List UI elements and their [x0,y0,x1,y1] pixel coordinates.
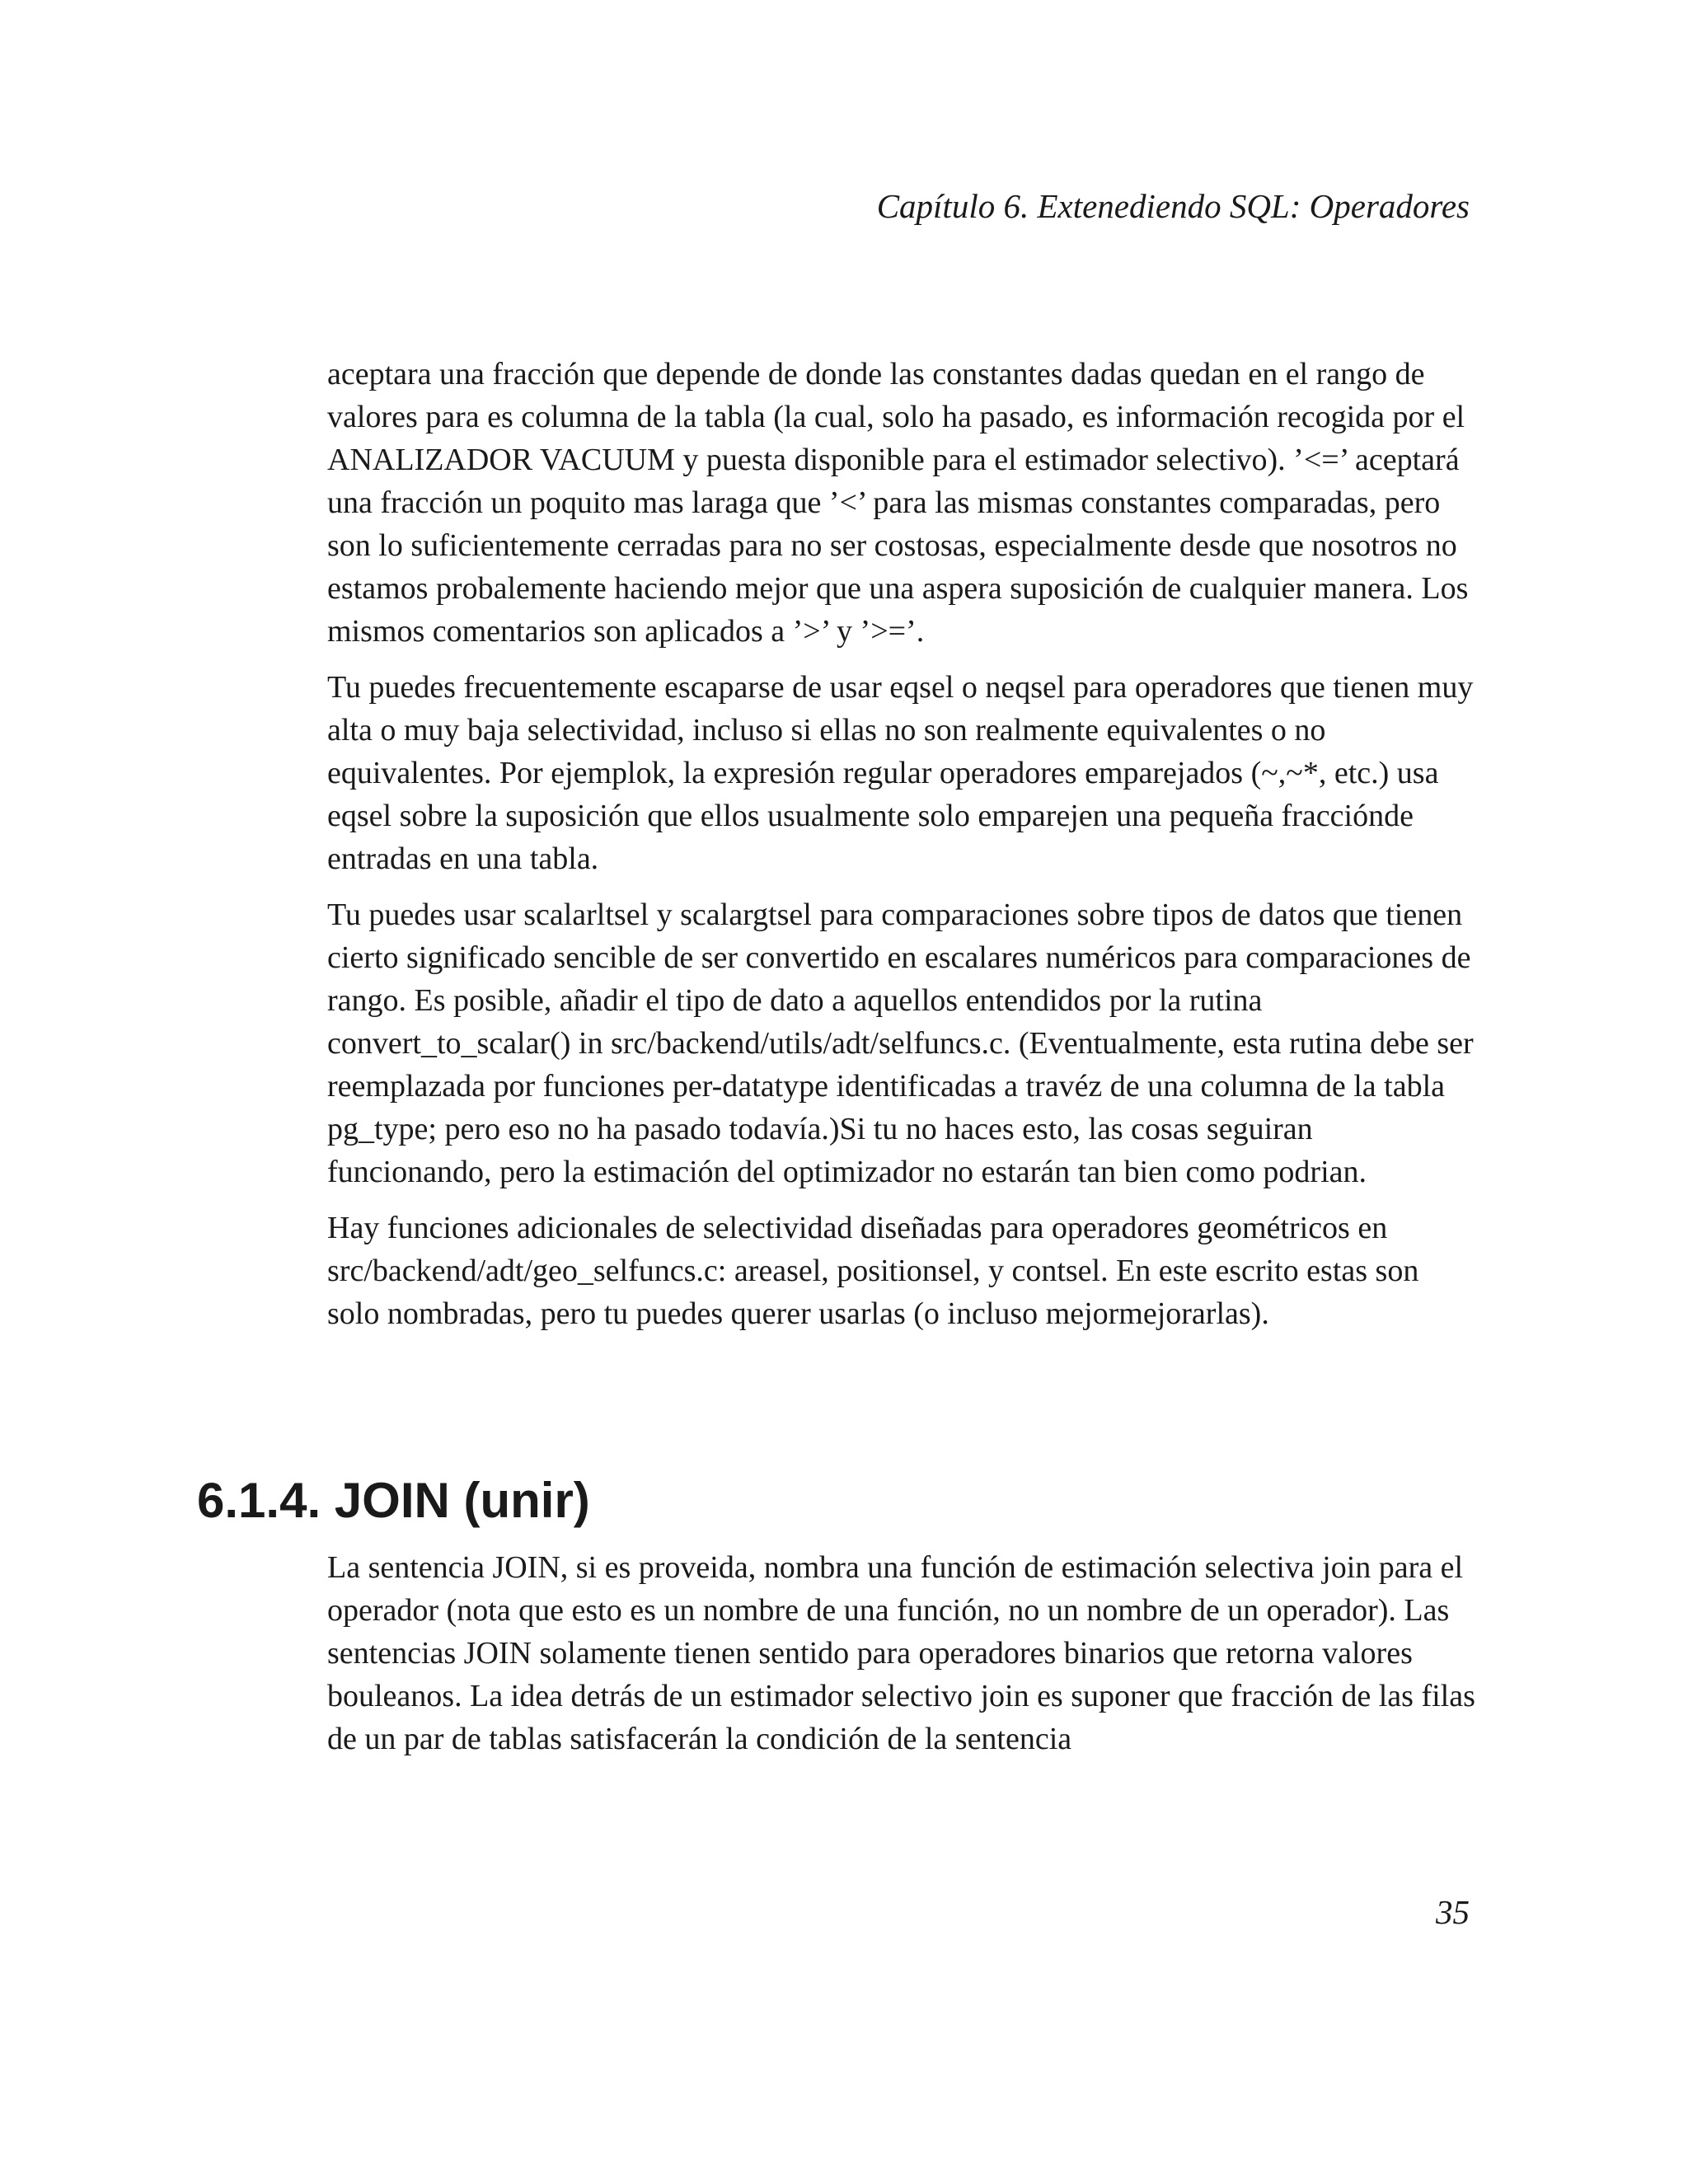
body-text [327,353,1477,1348]
join-paragraph: La sentencia JOIN, si es proveida, nombra una función de estimación selectiva join para el operador (nota que esto es un nombre de una función, no un nombre de un operador). Las sentencias JOIN solamente tienen sentido para operadores binarios que retorna valores bouleanos. La idea detrás de un estimador selectivo join es suponer que fracción de las filas de un par de tablas satisfacerán la condición de la sentencia [327,1550,1475,1756]
section-body [327,1546,1477,1774]
section-heading: 6.1.4. JOIN (unir) [197,1473,590,1528]
paragraph-4: Hay funciones adicionales de selectividad diseñadas para operadores geométricos en src/backend/adt/geo_selfuncs.c: areasel, positionsel, y contsel. En este escrito estas son solo nombradas, pero tu puedes querer usarlas (o incluso mejormejorarlas). [327,1211,1419,1331]
page-number: 35 [1436,1893,1470,1931]
running-header: Capítulo 6. Extenediendo SQL: Operadores [876,187,1470,225]
paragraph-1: aceptara una fracción que depende de donde las constantes dadas quedan en el rango de valores para es columna de la tabla (la cual, solo ha pasado, es información recogida por el ANALIZADOR VACUUM y puesta disponible para el estimador selectivo). ’<=’ aceptará una fracción un poquito mas laraga que ’<’ para las mismas constantes comparadas, pero son lo suficientemente cerradas para no ser costosas, especialmente desde que nosotros no estamos probalemente haciendo mejor que una aspera suposición de cualquier manera. Los mismos comentarios son aplicados a ’>’ y ’>=’. [327,357,1469,649]
paragraph-2: Tu puedes frecuentemente escaparse de usar eqsel o neqsel para operadores que tienen muy alta o muy baja selectividad, incluso si ellas no son realmente equivalentes o no equivalentes. Por ejemplok, la expresión regular operadores emparejados (~,~*, etc.) usa eqsel sobre la suposición que ellos usualmente solo emparejen una pequeña fracciónde entradas en una tabla. [327,670,1474,876]
paragraph-3: Tu puedes usar scalarltsel y scalargtsel para comparaciones sobre tipos de datos que tienen cierto significado sencible de ser convertido en escalares numéricos para comparaciones de rango. Es posible, añadir el tipo de dato a aquellos entendidos por la rutina convert_to_scalar() in src/backend/utils/adt/selfuncs.c. (Eventualmente, esta rutina debe ser reemplazada por funciones per-datatype identificadas a travéz de una columna de la tabla pg_type; pero eso no ha pasado todavía.)Si tu no haces esto, las cosas seguiran funcionando, pero la estimación del optimizador no estarán tan bien como podrian. [327,898,1474,1189]
